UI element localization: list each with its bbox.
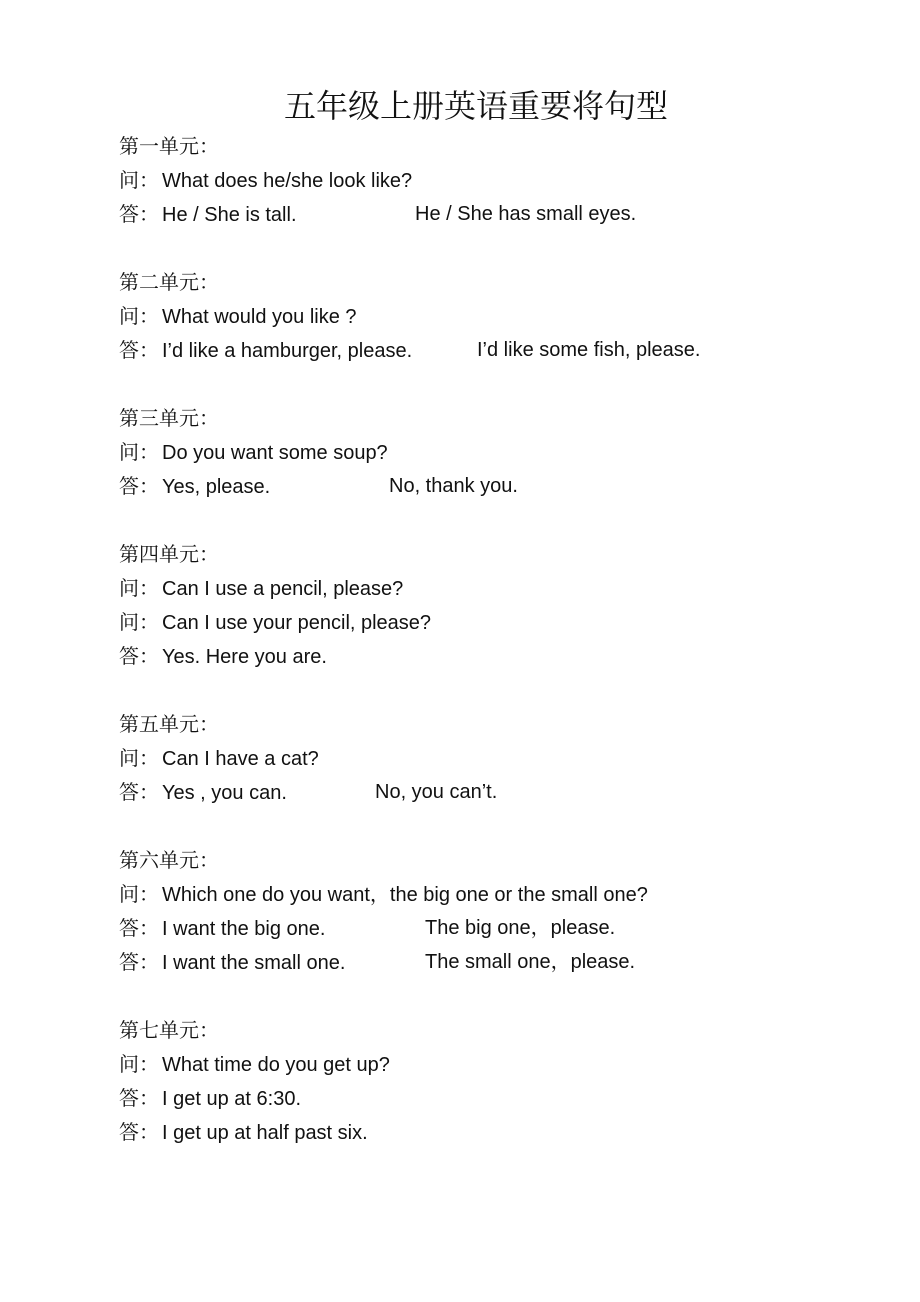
- unit-heading: 第一单元：: [119, 134, 219, 158]
- answer-line: [119, 1115, 859, 1149]
- question-line: [119, 435, 859, 469]
- answer-marker: 答：: [119, 474, 159, 498]
- unit-5-section: [119, 707, 859, 809]
- question-text: Do you want some soup?: [162, 442, 388, 464]
- question-text: Can I have a cat?: [162, 748, 319, 770]
- answer-text: He / She is tall.: [162, 204, 297, 226]
- answer-line: [119, 945, 859, 979]
- answer-alt-text: No, thank you.: [389, 475, 518, 497]
- question-marker: 问：: [119, 1052, 159, 1076]
- question-line: [119, 299, 859, 333]
- unit-heading: 第四单元：: [119, 542, 219, 566]
- question-line: [119, 741, 859, 775]
- answer-line: [119, 911, 859, 945]
- answer-marker: 答：: [119, 202, 159, 226]
- answer-line: [119, 775, 859, 809]
- unit-heading: 第二单元：: [119, 270, 219, 294]
- answer-line: [119, 639, 859, 673]
- unit-7-section: [119, 1013, 859, 1149]
- answer-alt-text: No, you can’t.: [375, 781, 498, 803]
- answer-alt-text: The big one，please.: [425, 917, 616, 939]
- answer-text: Yes , you can.: [162, 782, 287, 804]
- question-marker: 问：: [119, 882, 159, 906]
- answer-marker: 答：: [119, 338, 159, 362]
- answer-text: I’d like a hamburger, please.: [162, 340, 413, 362]
- question-line: [119, 163, 859, 197]
- answer-line: [119, 333, 859, 367]
- question-text: What does he/she look like?: [162, 170, 413, 192]
- unit-heading: 第六单元：: [119, 848, 219, 872]
- question-text: What time do you get up?: [162, 1054, 390, 1076]
- unit-heading: 第七单元：: [119, 1018, 219, 1042]
- question-marker: 问：: [119, 304, 159, 328]
- question-marker: 问：: [119, 576, 159, 600]
- question-marker: 问：: [119, 440, 159, 464]
- unit-3-section: [119, 401, 859, 503]
- answer-marker: 答：: [119, 780, 159, 804]
- question-line: [119, 605, 859, 639]
- question-text: What would you like ?: [162, 306, 357, 328]
- answer-text: I get up at half past six.: [162, 1122, 368, 1144]
- answer-text: Yes, please.: [162, 476, 271, 498]
- answer-text: I get up at 6:30.: [162, 1088, 301, 1110]
- question-text: Can I use a pencil, please?: [162, 578, 404, 600]
- answer-marker: 答：: [119, 950, 159, 974]
- answer-marker: 答：: [119, 1120, 159, 1144]
- question-text: Can I use your pencil, please?: [162, 612, 432, 634]
- answer-marker: 答：: [119, 1086, 159, 1110]
- answer-text: I want the small one.: [162, 952, 346, 974]
- unit-1-section: [119, 129, 859, 231]
- answer-line: [119, 469, 859, 503]
- document-title: 五年级上册英语重要将句型: [283, 87, 668, 125]
- question-line: [119, 1047, 859, 1081]
- question-marker: 问：: [119, 746, 159, 770]
- unit-heading: 第五单元：: [119, 712, 219, 736]
- answer-alt-text: He / She has small eyes.: [415, 203, 637, 225]
- answer-text: I want the big one.: [162, 918, 326, 940]
- unit-2-section: [119, 265, 859, 367]
- question-line: [119, 877, 859, 911]
- answer-marker: 答：: [119, 644, 159, 668]
- answer-alt-text: I’d like some fish, please.: [477, 339, 701, 361]
- question-text: Which one do you want，the big one or the small one?: [162, 884, 648, 906]
- answer-line: [119, 1081, 859, 1115]
- unit-4-section: [119, 537, 859, 673]
- answer-alt-text: The small one，please.: [425, 951, 636, 973]
- unit-heading: 第三单元：: [119, 406, 219, 430]
- unit-6-section: [119, 843, 859, 979]
- question-marker: 问：: [119, 168, 159, 192]
- answer-text: Yes. Here you are.: [162, 646, 327, 668]
- answer-line: [119, 197, 859, 231]
- question-line: [119, 571, 859, 605]
- answer-marker: 答：: [119, 916, 159, 940]
- question-marker: 问：: [119, 610, 159, 634]
